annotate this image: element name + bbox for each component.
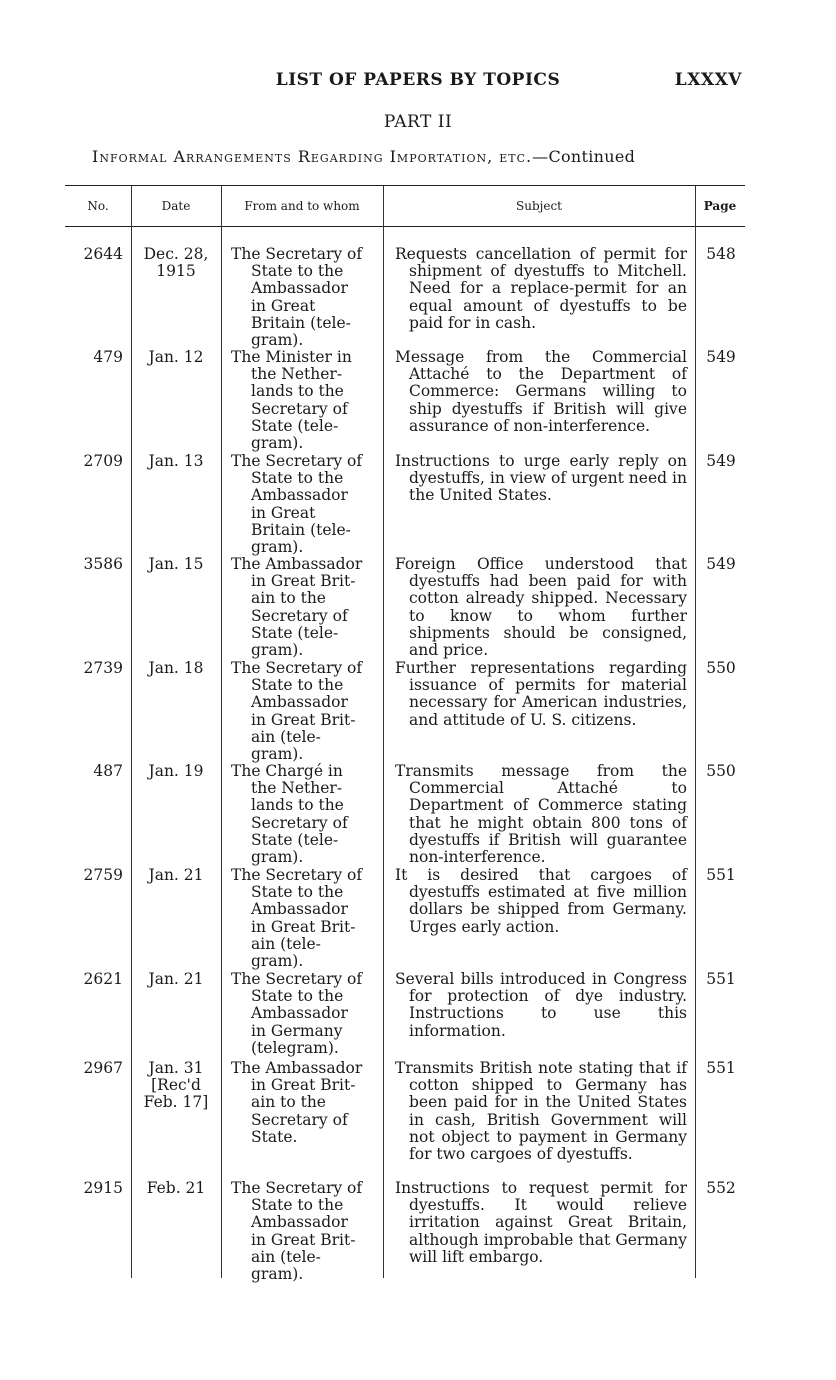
- paper-subject: Further representations regarding issuance of permits for material necessary for American industries, and attitude of U. S. citizens.: [395, 659, 687, 729]
- from-line: Ambassador: [251, 1213, 348, 1232]
- from-line: ain (tele-: [251, 727, 321, 746]
- from-and-to-whom: [231, 763, 377, 866]
- from-line: gram).: [251, 745, 304, 764]
- part-heading: PART II: [383, 112, 453, 132]
- from-line: State to the: [251, 262, 344, 281]
- from-and-to-whom: [231, 867, 377, 970]
- from-line: in Great: [251, 503, 316, 522]
- section-continued: —Continued: [532, 147, 636, 166]
- page-number: 548: [706, 245, 736, 263]
- from-line: in Great Brit-: [251, 1076, 356, 1095]
- from-line: The Secretary of: [231, 970, 363, 988]
- running-head: [0, 70, 836, 94]
- from-line: The Secretary of: [231, 866, 363, 884]
- from-line: gram).: [251, 641, 304, 660]
- paper-number: 2967: [83, 1059, 123, 1077]
- from-and-to-whom: [231, 1180, 377, 1283]
- page-number: 550: [706, 762, 736, 780]
- from-line: gram).: [251, 848, 304, 867]
- from-line: State (tele-: [251, 416, 339, 435]
- paper-date: Jan. 19: [148, 762, 204, 780]
- from-and-to-whom: [231, 556, 377, 659]
- from-line: the Nether-: [251, 365, 343, 384]
- page-number: 549: [706, 555, 736, 573]
- from-and-to-whom: [231, 349, 377, 452]
- table-header: [65, 186, 745, 227]
- paper-date: Jan. 12: [148, 348, 204, 366]
- from-line: The Ambassador: [231, 1059, 363, 1077]
- from-line: gram).: [251, 952, 304, 971]
- from-line: Britain (tele-: [251, 313, 351, 332]
- from-line: in Great Brit-: [251, 710, 356, 729]
- from-line: Secretary of: [251, 606, 348, 625]
- paper-date: Jan. 15: [148, 555, 204, 573]
- from-line: ain (tele-: [251, 1247, 321, 1266]
- from-line: in Great Brit-: [251, 572, 356, 591]
- from-line: Secretary of: [251, 813, 348, 832]
- from-line: State.: [251, 1127, 298, 1146]
- paper-subject: Several bills introduced in Congress for protection of dye industry. Instructions to use this information.: [395, 970, 687, 1040]
- paper-number: 2915: [83, 1179, 123, 1197]
- from-line: Secretary of: [251, 399, 348, 418]
- page-number: 550: [706, 659, 736, 677]
- table-body: [65, 228, 745, 1284]
- paper-date: Jan. 18: [148, 659, 204, 677]
- from-and-to-whom: [231, 453, 377, 556]
- paper-number: 2709: [83, 452, 123, 470]
- column-header-subject: Subject: [516, 199, 562, 213]
- paper-date: Feb. 21: [146, 1179, 206, 1197]
- from-line: ain (tele-: [251, 934, 321, 953]
- paper-number: 2759: [83, 866, 123, 884]
- from-line: Ambassador: [251, 900, 348, 919]
- paper-number: 479: [93, 348, 123, 366]
- from-line: in Great Brit-: [251, 917, 356, 936]
- page-number: 551: [706, 970, 736, 988]
- column-header-date: Date: [161, 199, 191, 213]
- paper-number: 2739: [83, 659, 123, 677]
- paper-subject: Foreign Office understood that dyestuffs had been paid for with cotton already shipped. Necessary to know to whom further shipments should be consigned, and price.: [395, 555, 687, 660]
- from-line: The Secretary of: [231, 659, 363, 677]
- from-line: State to the: [251, 469, 344, 488]
- from-line: Ambassador: [251, 279, 348, 298]
- from-line: gram).: [251, 1265, 304, 1284]
- from-line: Ambassador: [251, 693, 348, 712]
- paper-date: Jan. 21: [148, 970, 204, 988]
- paper-number: 487: [93, 762, 123, 780]
- from-line: (telegram).: [251, 1038, 339, 1057]
- running-title: LIST OF PAPERS BY TOPICS: [275, 70, 561, 90]
- from-line: the Nether-: [251, 779, 343, 798]
- from-and-to-whom: [231, 971, 377, 1057]
- from-line: in Great: [251, 296, 316, 315]
- from-line: in Great Brit-: [251, 1230, 356, 1249]
- paper-number: 3586: [83, 555, 123, 573]
- from-line: lands to the: [251, 796, 344, 815]
- column-header-no: No.: [87, 199, 109, 213]
- paper-subject: Message from the Commercial Attaché to the Department of Commerce: Germans willing to ship dyestuffs if British will give assurance of non-interference.: [395, 348, 687, 435]
- from-line: gram).: [251, 538, 304, 557]
- from-line: State to the: [251, 883, 344, 902]
- from-line: State to the: [251, 1196, 344, 1215]
- paper-date: Jan. 31 [Rec'd Feb. 17]: [143, 1059, 209, 1112]
- from-line: The Minister in: [231, 348, 352, 366]
- page-number: 549: [706, 348, 736, 366]
- from-line: ain to the: [251, 1093, 326, 1112]
- from-line: The Chargé in: [231, 762, 343, 780]
- from-line: Britain (tele-: [251, 520, 351, 539]
- from-and-to-whom: [231, 660, 377, 763]
- page-number: 549: [706, 452, 736, 470]
- section-title: Informal Arrangements Regarding Importation, etc.: [92, 147, 533, 166]
- from-line: The Secretary of: [231, 245, 363, 263]
- paper-date: Jan. 21: [148, 866, 204, 884]
- page-number: 552: [706, 1179, 736, 1197]
- from-line: Ambassador: [251, 486, 348, 505]
- from-line: Secretary of: [251, 1110, 348, 1129]
- section-heading: [92, 147, 732, 166]
- page-folio: LXXXV: [674, 70, 742, 90]
- from-and-to-whom: [231, 246, 377, 349]
- paper-subject: Instructions to urge early reply on dyestuffs, in view of urgent need in the United States.: [395, 452, 687, 505]
- from-and-to-whom: [231, 1060, 377, 1146]
- from-line: lands to the: [251, 382, 344, 401]
- column-header-from: From and to whom: [244, 199, 360, 213]
- paper-number: 2644: [83, 245, 123, 263]
- from-line: The Secretary of: [231, 452, 363, 470]
- from-line: in Germany: [251, 1021, 343, 1040]
- from-line: gram).: [251, 331, 304, 350]
- column-header-page: Page: [703, 199, 737, 213]
- papers-table: [65, 185, 745, 1284]
- from-line: ain to the: [251, 589, 326, 608]
- from-line: gram).: [251, 434, 304, 453]
- from-line: State to the: [251, 676, 344, 695]
- paper-number: 2621: [83, 970, 123, 988]
- paper-subject: Transmits message from the Commercial Attaché to Department of Commerce stating that he might obtain 800 tons of dyestuffs if British will guarantee non-interference.: [395, 762, 687, 867]
- paper-subject: Requests cancellation of permit for shipment of dyestuffs to Mitchell. Need for a replace-permit for an equal amount of dyestuffs to be paid for in cash.: [395, 245, 687, 332]
- paper-subject: Transmits British note stating that if cotton shipped to Germany has been paid for in the United States in cash, British Government will not object to payment in Germany for two cargoes of dyestuffs.: [395, 1059, 687, 1164]
- from-line: State to the: [251, 987, 344, 1006]
- paper-subject: It is desired that cargoes of dyestuffs estimated at five million dollars be shipped from Germany. Urges early action.: [395, 866, 687, 936]
- paper-subject: Instructions to request permit for dyestuffs. It would relieve irritation against Great Britain, although improbable that Germany will lift embargo.: [395, 1179, 687, 1266]
- from-line: The Secretary of: [231, 1179, 363, 1197]
- paper-date: Jan. 13: [148, 452, 204, 470]
- paper-date: Dec. 28, 1915: [143, 245, 209, 281]
- from-line: State (tele-: [251, 830, 339, 849]
- from-line: State (tele-: [251, 623, 339, 642]
- from-line: Ambassador: [251, 1004, 348, 1023]
- from-line: The Ambassador: [231, 555, 363, 573]
- page-number: 551: [706, 866, 736, 884]
- page-number: 551: [706, 1059, 736, 1077]
